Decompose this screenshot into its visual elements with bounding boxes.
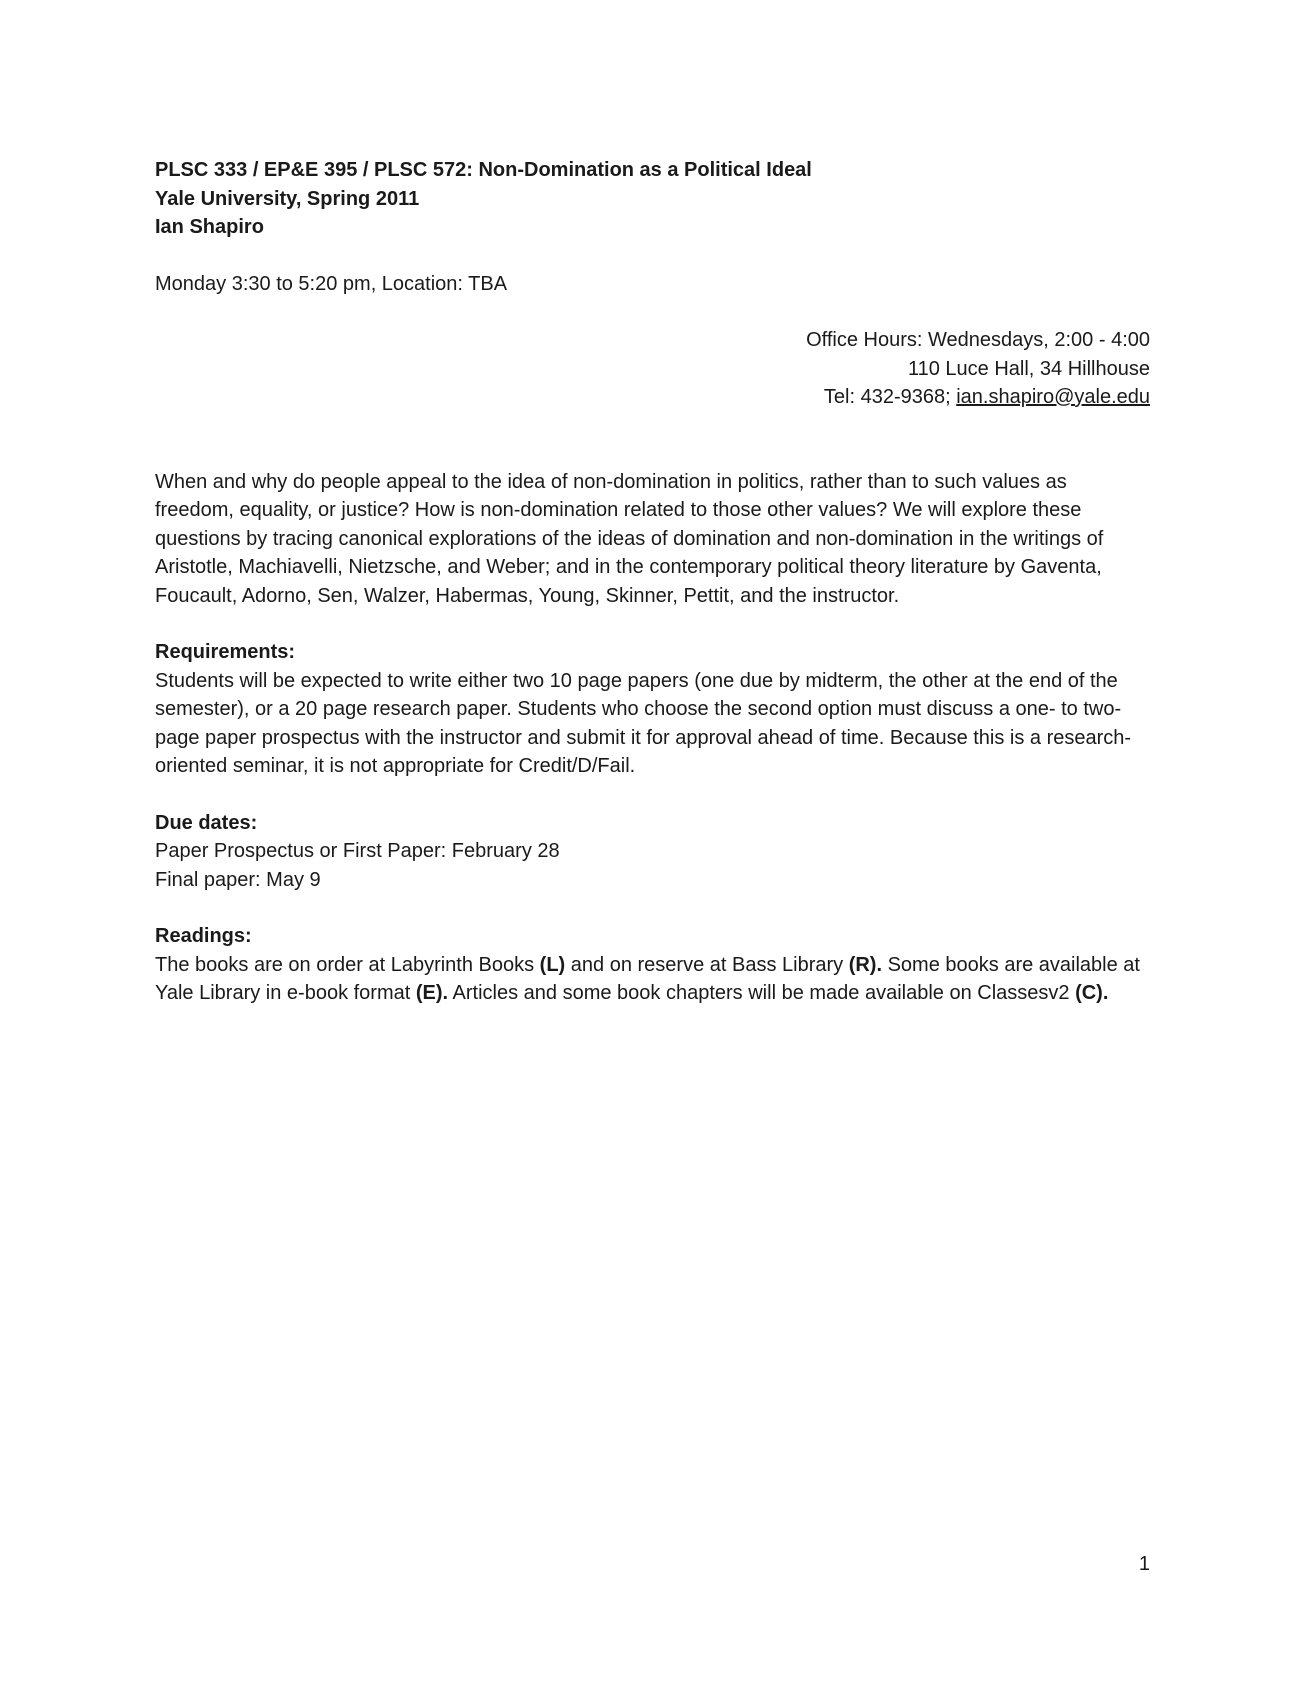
course-description: When and why do people appeal to the idea of non-domination in politics, rather than to such values as freedom, equality, or justice? How is non-domination related to those other values? We will explore these questions by tracing canonical explorations of the ideas of domination and non-domination in the writings of Aristotle, Machiavelli, Nietzsche, and Weber; and in the contemporary political theory literature by Gaventa, Foucault, Adorno, Sen, Walzer, Habermas, Young, Skinner, Pettit, and the instructor. [155, 470, 1104, 607]
readings-code-classes: (C). [1075, 982, 1109, 1004]
email-link[interactable]: ian.shapiro@yale.edu [956, 386, 1150, 408]
readings-text-part: and on reserve at Bass Library [565, 953, 849, 976]
institution-term: Yale University, Spring 2011 [155, 187, 420, 210]
readings-code-reserve: (R). [848, 953, 883, 976]
readings-text-part: The books are on order at Labyrinth Books [155, 953, 540, 976]
office-tel: Tel: 432-9368; [823, 386, 957, 408]
requirements-text: Students will be expected to write either two 10 page papers (one due by midterm, the other at the end of the semester), or a 20 page research paper. Students who choose the second option must discuss a one- to two-page paper prospectus with the instructor and submit it for approval ahead of time. Because this is a research-oriented seminar, it is not appropriate for Credit/D/Fail. [155, 669, 1132, 777]
course-title: PLSC 333 / EP&E 395 / PLSC 572: Non-Domination as a Political Ideal [155, 159, 812, 181]
readings-text-part: Some books are available at Yale Library in e-book format [155, 953, 1140, 1004]
readings-code-labyrinth: (L) [539, 953, 566, 976]
class-schedule: Monday 3:30 to 5:20 pm, Location: TBA [155, 272, 508, 295]
readings-heading: Readings: [155, 925, 252, 947]
readings-text [155, 951, 1150, 1008]
readings-text-part: Articles and some book chapters will be made available on Classesv2 [448, 982, 1076, 1004]
due-date-final: Final paper: May 9 [155, 868, 321, 891]
instructor-name: Ian Shapiro [155, 216, 264, 238]
page-number: 1 [1138, 1553, 1150, 1575]
readings-code-ebook: (E). [415, 982, 449, 1004]
due-dates-heading: Due dates: [155, 811, 258, 834]
course-header [155, 156, 1150, 242]
office-location: 110 Luce Hall, 34 Hillhouse [907, 357, 1150, 380]
document-body [155, 156, 1150, 1008]
requirements-heading: Requirements: [155, 641, 296, 663]
office-hours: Office Hours: Wednesdays, 2:00 - 4:00 [806, 329, 1150, 351]
due-date-first: Paper Prospectus or First Paper: February 28 [155, 840, 560, 862]
office-info [155, 326, 1150, 412]
office-contact [155, 383, 1150, 412]
